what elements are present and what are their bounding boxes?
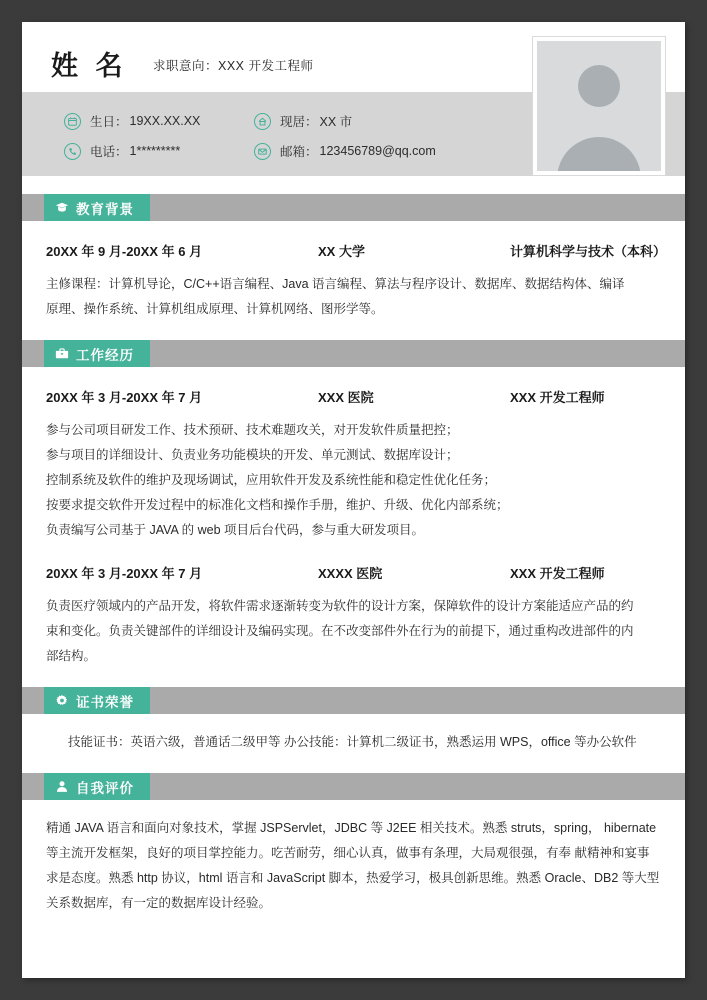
email-label: 邮箱： — [280, 145, 318, 159]
work-line: 负责编写公司基于 JAVA 的 web 项目后台代码，参与重大研发项目。 — [46, 523, 425, 537]
certificates-body — [22, 730, 685, 755]
contact-email — [254, 142, 436, 160]
education-major: 计算机科学与技术（本科） — [510, 244, 667, 259]
section-title-certificates: 证书荣誉 — [76, 694, 134, 710]
section-tag-self-evaluation — [44, 773, 150, 800]
self-evaluation-body — [22, 816, 685, 916]
gear-icon — [55, 694, 69, 707]
phone-value: 1********* — [129, 144, 181, 158]
residence-label: 现居： — [280, 115, 318, 129]
residence-value: XX 市 — [319, 115, 353, 129]
self-evaluation-line: 献精神和宴事求是态度。熟悉 http 协议，html 语言和 JavaScript 脚本，热爱学习，极具创新思维。熟悉 — [46, 846, 650, 885]
work-line: 参与项目的详细设计、负责业务功能模块的开发、单元测试、数据库设计； — [46, 448, 459, 462]
graduation-cap-icon — [55, 201, 69, 214]
education-org: XX 大学 — [318, 244, 365, 259]
job-objective: 求职意向：XXX 开发工程师 — [153, 59, 314, 73]
self-evaluation-line: Oracle、DB2 等大型关系数据库，有一定的数据库设计经验。 — [46, 871, 660, 910]
self-evaluation-line: 精通 JAVA 语言和面向对象技术，掌握 JSPServlet，JDBC 等 J2EE 相关技术。熟悉 struts，spring， — [46, 821, 601, 835]
work-line: 部结构。 — [46, 649, 97, 663]
work-description — [46, 594, 661, 669]
mail-icon — [254, 143, 271, 160]
avatar-head-shape — [578, 65, 620, 107]
work-entry-row — [46, 563, 661, 582]
section-title-education: 教育背景 — [76, 201, 134, 217]
briefcase-icon — [55, 347, 69, 360]
work-date: 20XX 年 3 月-20XX 年 7 月 — [46, 390, 203, 405]
section-tag-education — [44, 194, 150, 221]
education-body — [22, 241, 685, 322]
work-line: 负责医疗领域内的产品开发，将软件需求逐渐转变为软件的设计方案，保障软件的设计方案能适应产品的约 — [46, 599, 634, 613]
work-entry-row — [46, 387, 661, 406]
person-icon — [55, 780, 69, 793]
birthday-value: 19XX.XX.XX — [129, 114, 201, 128]
work-line: 按要求提交软件开发过程中的标准化文档和操作手册，维护、升级、优化内部系统； — [46, 498, 509, 512]
certificates-description — [46, 730, 661, 755]
section-tag-work — [44, 340, 150, 367]
phone-icon — [64, 143, 81, 160]
contact-residence — [254, 112, 352, 130]
section-header-certificates — [22, 687, 685, 714]
work-org: XXXX 医院 — [318, 566, 383, 581]
home-icon — [254, 113, 271, 130]
work-date: 20XX 年 3 月-20XX 年 7 月 — [46, 566, 203, 581]
education-description — [46, 272, 661, 322]
resume-sheet — [22, 22, 685, 978]
education-date: 20XX 年 9 月-20XX 年 6 月 — [46, 244, 203, 259]
work-description — [46, 418, 661, 543]
certificate-line: 办公技能：计算机二级证书，熟悉运用 WPS，office 等办公软件 — [284, 735, 637, 749]
education-line: 原理、操作系统、计算机组成原理、计算机网络、图形学等。 — [46, 302, 384, 316]
birthday-label: 生日： — [90, 115, 128, 129]
work-org: XXX 医院 — [318, 390, 374, 405]
education-entry-row — [46, 241, 667, 260]
section-header-self-evaluation — [22, 773, 685, 800]
work-line: 参与公司项目研发工作、技术预研、技术难题攻关，对开发软件质量把控； — [46, 423, 459, 437]
contact-phone — [64, 142, 254, 160]
phone-label: 电话： — [90, 145, 128, 159]
work-role: XXX 开发工程师 — [510, 390, 605, 405]
work-line: 束和变化。负责关键部件的详细设计及编码实现。在不改变部件外在行为的前提下，通过重构改进部件的内 — [46, 624, 634, 638]
certificate-line: 技能证书：英语六级，普通话二级甲等 — [68, 735, 281, 749]
calendar-icon — [64, 113, 81, 130]
email-value: 123456789@qq.com — [319, 144, 436, 158]
education-line: 主修课程：计算机导论，C/C++语言编程、Java 语言编程、算法与程序设计、数据库、数据结构体、编译 — [46, 277, 625, 291]
avatar-body-shape — [557, 137, 641, 171]
self-evaluation-description — [46, 816, 661, 916]
section-title-self-evaluation: 自我评价 — [76, 780, 134, 796]
section-header-work — [22, 340, 685, 367]
self-evaluation-line: hibernate 等主流开发框架，良好的项目掌控能力。吃苦耐劳，细心认真，做事有条理，大局观很强，有奉 — [46, 821, 657, 860]
work-role: XXX 开发工程师 — [510, 566, 605, 581]
avatar — [532, 36, 666, 176]
section-header-education — [22, 194, 685, 221]
section-title-work: 工作经历 — [76, 347, 134, 363]
page-title: 姓 名 — [51, 51, 128, 81]
work-line: 控制系统及软件的维护及现场调试，应用软件开发及系统性能和稳定性优化任务； — [46, 473, 497, 487]
contact-birthday — [64, 112, 254, 130]
work-body — [22, 387, 685, 669]
section-tag-certificates — [44, 687, 150, 714]
avatar-placeholder-icon — [537, 41, 661, 171]
